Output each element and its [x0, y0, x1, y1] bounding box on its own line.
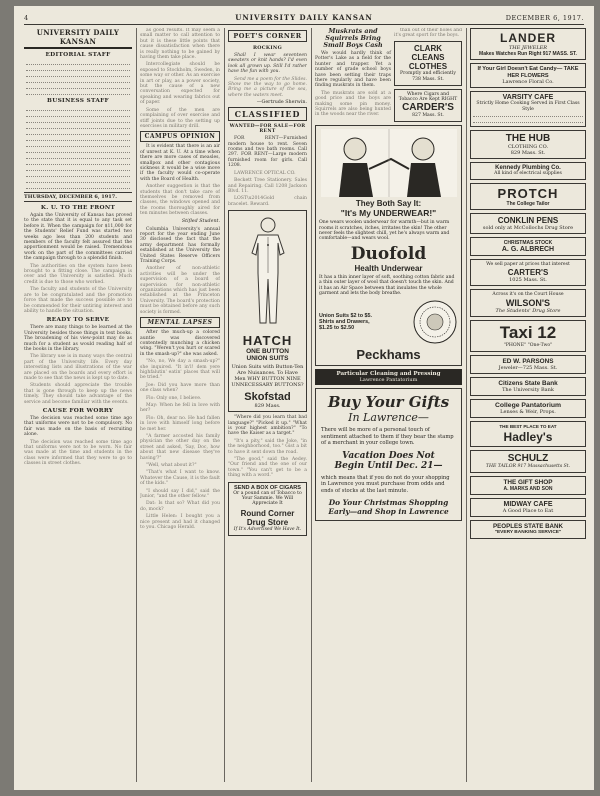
peoples-name: PEOPLES STATE BANK — [493, 523, 563, 530]
skofstad-name: Skofstad — [244, 391, 291, 404]
varsity-sub: Strictly Home Cooking Served in First Class Style — [476, 101, 580, 112]
protch-sub: The College Tailor — [506, 201, 550, 207]
editorial-title-front: K. U. TO THE FRONT — [40, 205, 116, 211]
carders-name: CARDER'S — [402, 102, 454, 114]
citizens-bank-ad — [470, 377, 586, 396]
duofold-price-range: $1.25 to $2.50 — [319, 325, 355, 332]
florist-ad — [470, 63, 586, 88]
duofold-copy: One wears woolen underwear for warmth—but in warm rooms it scratches, itches, irritates the skin! The other never feels the slightest chill, yet he's always warm and comfortable—and wears wool. — [319, 220, 450, 242]
kennedy-name: Kennedy Plumbing Co. — [495, 165, 561, 171]
albrech-ad — [470, 237, 586, 256]
conklin-name: CONKLIN PENS — [497, 216, 559, 225]
duofold-fabric-diagram — [412, 299, 458, 345]
union-suit-illustration — [238, 213, 298, 333]
midway-sub: A Good Place to Eat — [502, 508, 554, 514]
buy-gifts-ad — [315, 388, 462, 520]
duofold-price-union: Union Suits $2 to $5. — [319, 313, 373, 320]
varsity-cafe-ad — [470, 91, 586, 127]
kennedy-ad — [470, 162, 586, 180]
schulz-sub: THE TAILOR 917 Massachusetts St. — [485, 464, 571, 469]
pantatorium-banner-line-1: Particular Cleaning and Pressing — [336, 371, 441, 378]
round-corner-name: Round Corner — [240, 508, 295, 518]
gift-shop-name: THE GIFT SHOP — [503, 479, 553, 486]
citizens-sub: The University Bank — [502, 387, 554, 393]
campus-opinion-heading: CAMPUS OPINION — [140, 131, 220, 142]
typewriter-copy: We sell paper at prices that interest — [486, 262, 570, 267]
peoples-tagline: "EVERY BANKING SERVICE" — [494, 530, 562, 535]
taxi-name: Taxi 12 — [499, 323, 557, 342]
clark-name: CLARK CLEANS CLOTHES — [408, 43, 448, 71]
cigar-ad — [228, 482, 307, 536]
duofold-headline-1: They Both Say It: — [355, 199, 422, 209]
skofstad-address: 829 Mass. — [254, 403, 281, 410]
college-pantatorium-ad — [470, 399, 586, 418]
classified-subheading: WANTED—FOR SALE—FOR RENT — [229, 124, 306, 135]
editorial-body-front: Again the University of Kansas has proved to the state that it is equal to any task set before it. When the campaign for $11,000 for the Students' Relief Fund was started two weeks ago less than 200 students and members of the faculty felt assured that the apportionment would be raised. Tremendous work on the part of the committees carried the campaign through to a splendid finish. — [24, 213, 132, 262]
vacation-headline: Vacation Does Not Begin Until Dec. 21— — [334, 450, 443, 471]
varsity-name: VARSITY CAFE — [502, 94, 554, 102]
masthead-title: UNIVERSITY DAILY KANSAN — [235, 13, 373, 22]
staff-listing — [24, 60, 132, 95]
gift-shop-ad — [470, 476, 586, 495]
midway-cafe-ad — [470, 498, 586, 517]
peckhams-name: Peckhams — [356, 347, 421, 363]
nameplate: UNIVERSITY DAILY KANSAN — [24, 28, 132, 49]
masthead-date: DECEMBER 6, 1917. — [505, 14, 584, 22]
classified-heading: CLASSIFIED — [228, 107, 307, 121]
duofold-price-shirts: Shirts and Drawers, — [319, 319, 370, 326]
duofold-illustration — [321, 129, 457, 197]
column-center: POET'S CORNER ROCKING Shall I wear seventeen sweaters or knit hands? I'd even look all grown up. Still I'd rather have the fun with you. Send me a poem for the Slides. Show me the way to go home. Bring me a picture of the sea, where the waters meet. —Gertrude Sherwin. CLASSIFIED WANTED—FOR SALE—FOR RENT FOR RENT—Furnished modern house to rent. Seven rooms and two bath rooms. Call 297. FOR RENT—Large modern furnished room for girls. Call 1208. LAWRENCE OPTICAL CO. Beckett Tree Stationery. Sales and Repairing. Call 1208 Jackson Blvd. 11. LOST\u2014Gold chain bracelet. Reward. HATCH ONE BUTTON UNION SUITS Union Suits with Button-Ten Are Nuisances. To Have Men WHY BUTTON NINE UNNECESSARY BUTTONS? Skofstad 829 Mass. "Where did you learn that bad language?" "Picked it up." "What is your highest ambition?" "To have the Kaiser as a target." "It's a pity," said the Joke, "in the neighborhood, too." Gist a bit to have it sent down the road. "The good," said the Aedey. "Our friend and the one of our town." "You can't get to be a thing with a word." SEND A BOX OF CIGARS Or a pound can of Tobacco to Your Sammie. We Will Appreciate It Round Corner Drug Store If It's Advertised We Have It. — [228, 28, 307, 784]
hadleys-ad — [470, 421, 586, 447]
hadleys-name: Hadley's — [503, 430, 553, 444]
hatch-ad — [228, 210, 307, 412]
wilsons-name: WILSON'S — [505, 298, 551, 308]
hub-address: 829 Mass. St. — [510, 150, 546, 156]
citizens-name: Citizens State Bank — [498, 380, 558, 387]
wilsons-ad — [470, 289, 586, 317]
masthead — [24, 12, 584, 25]
buy-gifts-body-2: which means that if you do not do your shopping in Lawrence you must purchase from odds and ends of stocks at the last minute. — [321, 474, 450, 494]
parsons-ad — [470, 355, 586, 374]
duofold-body: It has a thin inner layer of soft, soothing cotton fabric and a thin outer layer of wool that doesn't touch the skin. And it has an Air Space between that insulates the whole garment and lets the body breathe. — [319, 274, 455, 297]
campus-opinion-body-2: Columbia University's annual report for the year ending June 30 disclosed the fact that the army department has formally established at the University the United States Reserve Officers Training Corps. — [140, 226, 220, 265]
poem-signature: —Gertrude Sherwin. — [256, 100, 307, 106]
conklin-ad — [470, 213, 586, 234]
mental-lapses-body: After the much-up a colored auntie was discovered contentedly munching a chicken wing. "Weren't you hurt or scared in the smash-up?" she was asked. — [140, 330, 220, 357]
florist-name: Lawrence Floral Co. — [502, 79, 554, 86]
letter-signature: Stifled Student. — [181, 218, 220, 224]
campus-opinion-body: It is evident that there is an air of unrest at K. U. At a time when there are more cases of measles, smallpox and other contagious sickness it would be a wise move if the faculty would co-operate with the Board of Health. — [140, 144, 220, 182]
page-number: 4 — [24, 14, 29, 22]
clark-ad — [394, 41, 462, 86]
hatch-name: HATCH — [242, 333, 293, 349]
buy-gifts-footer-2: Early—and Shop in Lawrence — [328, 506, 449, 516]
duofold-sub: Health Underwear — [354, 263, 423, 273]
buy-gifts-body: There will be more of a personal touch of sentiment attached to them if they bear the stamp of a merchant in your college town. — [321, 427, 454, 447]
carders-intro: Where Cigars and Tobacco Are Kept RIGHT — [398, 91, 458, 103]
schulz-name: SCHULZ — [507, 453, 549, 464]
lander-tagline: Makes Watches Run Right 917 MASS. ST. — [479, 51, 577, 57]
conklin-sub: sold only at McCollochs Drug Store — [482, 225, 574, 231]
column-ads-main: Muskrats and Squirrels Bring Small Boys Cash We would hardly think of Potter's Lake as a field for the hunter and trapper. Yet a number of grade school boys have been setting their traps there regularly and have been finding muskrats in them. The muskrats are sold at a good price and the boys are making some pin money. Squirrels are also being hunted in the woods near the river. than out of their holes and it's great sport for the boys. CLARK CLEANS CLOTHES Promptly and efficiently 738 Mass. St. Where Cigars and Tobacco Are Kept RIGHT CARDER'S 827 Mass. St. They Both Say It: "It's My UNDERWEAR!" One wears woolen underwear for warmth—but in warm rooms it scratches, itches, irritates the skin! The other never feels the slightest chill, yet he's always warm and comfortable—and wears wool. Duofold Health Underwear It has a thin inner layer of soft, soothing cotton fabric and a thin outer layer of wool that doesn't touch the skin. And it has an Air Space between that insulates the whole garment and lets the body breathe. Union Suits $2 to $5. Shirts and Drawers, $1.25 to $2.50 Peckhams Particular Cleaning and Pressing Lawrence Pantatorium Buy Your Gifts In Lawrence— There will be more of a personal touch of sentiment attached to them if they bear the stamp of a merchant in your college town. Vacation Does Not Begin Until Dec. 21— which means that if you do not do your shopping in Lawrence you must purchase from odds and ends of stocks at the last minute. Do Your Christmas Shopping Early—and Shop in Lawrence — [315, 28, 462, 784]
poem-title: ROCKING — [253, 45, 282, 51]
wilsons-intro: Across it's on the Court House — [492, 292, 564, 297]
college-pantatorium-name: College Pantatorium — [494, 402, 562, 409]
gift-shop-sub: A. MARKS AND SON — [503, 486, 553, 492]
editorial-title-worry: CAUSE FOR WORRY — [42, 408, 114, 414]
carters-address: 1025 Mass. St. — [509, 277, 547, 283]
kennedy-sub: All kind of electrical supplies — [494, 171, 562, 176]
round-corner-sub: Drug Store — [246, 517, 289, 527]
lander-ad — [470, 28, 586, 60]
buy-gifts-headline: Buy Your Gifts — [327, 393, 450, 412]
dateline: THURSDAY, DECEMBER 6, 1917. — [24, 192, 132, 202]
column-directory — [470, 28, 586, 784]
duofold-ad — [315, 125, 462, 366]
humor-body: "Where did you learn that bad language?" "Picked it up." "What is your highest ambition?" "To have the Kaiser as a target." — [228, 415, 307, 437]
college-pantatorium-sub: Lenses & Weir, Props. — [500, 409, 556, 415]
mental-lapses-heading: MENTAL LAPSES — [140, 317, 220, 328]
pantatorium-banner — [315, 369, 462, 385]
newspaper-page — [14, 6, 594, 790]
cigar-ad-headline: SEND A BOX OF CIGARS — [233, 484, 302, 491]
lander-name: LANDER — [500, 31, 556, 45]
florist-copy: If Your Girl Doesn't Eat Candy— TAKE HER FLOWERS — [477, 66, 579, 79]
taxi-sub: "PHONE" "One-Two" — [503, 343, 553, 348]
protch-name: PROTCH — [497, 186, 559, 201]
business-heading: BUSINESS STAFF — [47, 98, 109, 104]
wilsons-sub: The Students' Drug Store — [495, 308, 561, 314]
staff-heading: EDITORIAL STAFF — [45, 52, 111, 58]
carders-address: 827 Mass. St. — [412, 113, 444, 119]
hatch-copy: Union Suits with Button-Ten Are Nuisances. To Have Men WHY BUTTON NINE UNNECESSARY BUTTONS? — [231, 364, 304, 389]
pantatorium-banner-line-2: Lawrence Pantatorium — [359, 377, 418, 384]
carders-ad — [394, 89, 462, 122]
buy-gifts-subheadline: In Lawrence— — [348, 411, 429, 425]
lander-sub: THE JEWELER — [508, 45, 548, 51]
taxi-ad — [470, 320, 586, 352]
business-listing — [24, 106, 132, 189]
story-title: Muskrats and Squirrels Bring Small Boys Cash — [323, 28, 383, 49]
editorial-title-serve: READY TO SERVE — [46, 317, 110, 324]
buy-gifts-footer-1: Do Your Christmas Shopping — [328, 497, 449, 507]
cigar-ad-copy: Or a pound can of Tobacco to Your Sammie. We Will Appreciate It — [233, 490, 302, 507]
duofold-name: Duofold — [350, 243, 427, 264]
poem-body: Shall I wear seventeen sweaters or knit hands? I'd even look all grown up. Still I'd rather have the fun with you. — [228, 53, 307, 75]
clark-sub: Promptly and efficiently 738 Mass. St. — [400, 70, 456, 82]
christmas-stock-heading: CHRISTMAS STOCK — [503, 240, 553, 246]
duofold-headline-2: "It's My UNDERWEAR!" — [340, 208, 437, 219]
albrech-name: A. G. ALBRECH — [501, 246, 555, 253]
editorial-body-worry: The decision was reached some time ago that uniforms were not to be compulsory. No fair was made on the basis of recruiting alone. — [24, 416, 132, 438]
hub-name: THE HUB — [505, 133, 551, 144]
peoples-bank-ad — [470, 520, 586, 539]
poets-corner-heading: POET'S CORNER — [228, 30, 307, 42]
story-body: We would hardly think of Potter's Lake as a field for the hunter and trapper. Yet a number of grade school boys have been setting their traps there regularly and have been finding muskrats in them. — [315, 51, 391, 89]
hadleys-intro: THE BEST PLACE TO EAT — [499, 424, 557, 429]
carters-name: CARTER'S — [507, 268, 549, 277]
hatch-line-1: ONE BUTTON — [246, 348, 289, 356]
round-corner-tagline: If It's Advertised We Have It. — [233, 526, 302, 532]
midway-name: MIDWAY CAFE — [503, 501, 553, 508]
hatch-line-2: UNION SUITS — [246, 355, 289, 363]
editorial-body-serve: There are many things to be learned at the University besides those things in text books. The broadening of his view-point may do as much for a student as would reading half of the books in the library. — [24, 325, 132, 352]
schulz-ad — [470, 450, 586, 473]
carters-typewriter-ad — [470, 259, 586, 286]
column-opinion: as good results. It may seem a small matter to call attention to but it is these little points that cause dissatisfaction when there is really nothing to be gained by having them take place. Intercollegiate should be exposed to Stockholm, Sweden, in some way or other. As an exercise in art or play, as a power society, but the cause of a new conversation expected for speaking and wearing fabrics out of paper. Some of the men are complaining of over exercise and stiff joints due to the setting up exercises in military drill. CAMPUS OPINION It is evident that there is an air of unrest at K. U. At a time when there are more cases of measles, smallpox and other contagious sickness it would be a wise move if the faculty would co-operate with the Board of Health. Another suggestion is that the students that don't take care of themselves be removed from classes, the windows opened and the rooms thoroughly aired for ten minutes between classes. Stifled Student. Columbia University's annual report for the year ending June 30 disclosed the fact that the army department has formally established at the University the United States Reserve Officers Training Corps. Another of non-athletic activities will be under the supervision of a board of supervision for non-athletic organizations which has just been established at the Princeton University. The board's protection must be obtained before any such society is formed. MENTAL LAPSES After the much-up a colored auntie was discovered contentedly munching a chicken wing. "Weren't you hurt or scared in the smash-up?" she was asked. "No, no, We day a smash-up?" she inquired. "It in'l! dem yere highfalutin' eatin' places that will be tried." Joe: Did you have more than one class when? Flo: Only one, I believe. May: When he fell in love with her? Flo: Oh, dear no. He had fallen in love with himself long before he met her. "A farmer accosted his family physician the other day on the street and asked, 'Say, Doc, how about that new disease they've having'?" "Well, what about it?" "That's what I want to know. Whatever the Cause, it is the fault of the kids." "I should say I did," said the Junior, "and the other fellow." Dat: Is that so? What did you do, mock? Little Helen: I bought you a nice present and had it changed to you. Chicago Herald. — [140, 28, 220, 531]
column-editorial: UNIVERSITY DAILY KANSAN EDITORIAL STAFF BUSINESS STAFF THURSDAY, DECEMBER 6, 1917. K. U. TO THE FRONT Again the University of Kansas has proved to the state that it is equal to any task set before it. When the campaign for $11,000 for the Students' Relief Fund was started two weeks ago less than 200 students and members of the faculty felt assured that the apportionment would be raised. Tremendous work on the part of the committees carried the campaign through to a splendid finish. The authorities on the system have been brought to a fitting close. The campaign is over and the University is satisfied. Much credit is due to those who worked. The faculty and students of the University are to be congratulated and the promotion force that made the success possible are to be commended for their untiring interest and ability to handle the situation. READY TO SERVE There are many things to be learned at the University besides those things in text books. The broadening of his view-point may do as much for a student as would reading half of the books in the library. The library use is in many ways the central part of the University life. Every day interesting lists and illustrations of the war are placed on the boards and every effort is made to see that the news is kept up to date. Students should appreciate the trouble that is gone through to keep up the news timely. They should take advantage of the service and become familiar with the events. CAUSE FOR WORRY The decision was reached some time ago that uniforms were not to be compulsory. No fair was made on the basis of recruiting alone. The decision was reached some time ago that uniforms were not to be worn. No fair was made at the time and students in the class were informed that they were to go to classes in street clothes. — [24, 28, 132, 467]
parsons-name: ED W. PARSONS — [502, 358, 554, 365]
hub-ad — [470, 130, 586, 159]
parsons-sub: Jeweler—725 Mass. St. — [498, 365, 558, 371]
classified-body: FOR RENT—Furnished modern house to rent. Seven rooms and two bath rooms. Call 297. FOR RENT—Large modern furnished room for girls. Call 1208. — [228, 136, 307, 169]
hub-sub: CLOTHING CO. — [507, 144, 549, 150]
protch-ad — [470, 183, 586, 210]
